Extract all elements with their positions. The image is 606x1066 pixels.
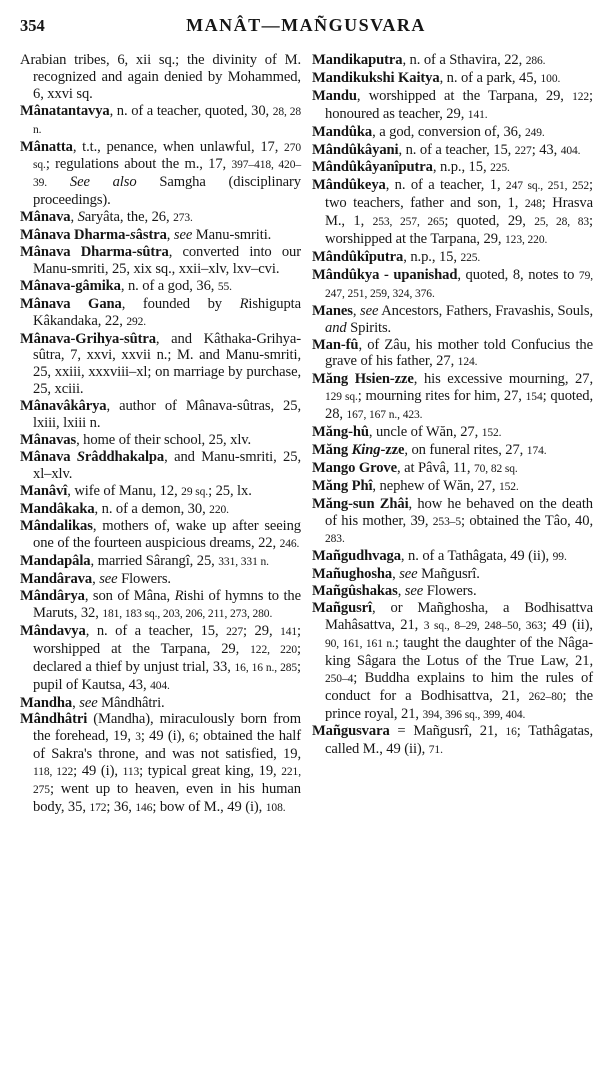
entry-headword: s	[130, 227, 136, 244]
entry-text: 292.	[126, 315, 147, 328]
entry-text: 225.	[490, 162, 510, 175]
index-entry	[312, 337, 593, 372]
entry-text: ; quoted, 28,	[325, 388, 594, 423]
entry-text: 99.	[552, 551, 567, 564]
index-entry	[312, 496, 593, 549]
index-entry	[312, 177, 593, 249]
entry-text: , founded by	[121, 295, 240, 312]
entry-text: Spirits.	[346, 319, 392, 336]
entry-text: S	[77, 209, 85, 226]
entry-headword: Man-fû	[312, 336, 359, 353]
entry-text: ; Buddha explains to him the rules of conduct for a Bodhisattva, 21,	[325, 669, 593, 704]
entry-text: and	[325, 319, 347, 336]
index-entry	[20, 278, 301, 296]
entry-text: 124.	[457, 356, 478, 369]
entry-text: see	[79, 694, 98, 711]
entry-text: Arabian tribes, 6, xii sq.; the divinity of M. recognized and again denied by Mohammed, 6, xxvi sq.	[20, 52, 301, 102]
entry-headword: Măng Phî	[312, 477, 373, 494]
entry-headword: Mânava Gana	[20, 295, 122, 312]
index-entry	[312, 142, 593, 160]
entry-text: ; worshipped at the Tarpana, 29,	[33, 622, 301, 657]
entry-text: , converted into our Manu-smriti, 25, xix sq., xxii–xlv, lxv–cvi.	[33, 243, 301, 277]
index-entry	[312, 159, 593, 177]
index-entry	[312, 70, 593, 88]
entry-text: ; taught the daughter of the Nâga-king Sâgara the Lotus of the True Law, 21,	[325, 634, 593, 669]
entry-headword: Mândalikas	[20, 518, 93, 535]
entry-text: 55.	[217, 280, 232, 293]
entry-text: 16, 16 n., 285	[234, 661, 298, 674]
index-entry	[20, 296, 301, 331]
entry-headword: Măng	[312, 441, 352, 458]
entry-text: 79, 247, 251, 259, 324, 376.	[325, 269, 593, 300]
index-entry	[20, 398, 301, 432]
entry-text: ,	[70, 209, 78, 226]
entry-text: See also	[69, 174, 137, 191]
entry-headword: Mandikaputra	[312, 52, 403, 68]
entry-text: ,	[352, 302, 361, 319]
entry-text: 253, 257, 265	[372, 216, 445, 229]
index-entry	[312, 249, 593, 267]
entry-text: ; obtained the half of Sakra's throne, and was not satisfied, 19,	[33, 728, 301, 763]
entry-text: 122	[572, 90, 590, 103]
entry-text	[47, 174, 70, 190]
entry-headword: King	[351, 441, 381, 458]
entry-text: 6	[189, 731, 195, 744]
entry-text: 253–5	[432, 515, 462, 528]
entry-text: , n. of a Sthavira, 22,	[402, 52, 526, 68]
index-entry	[20, 449, 301, 483]
index-entry	[20, 52, 301, 103]
entry-text: 118, 122	[33, 766, 74, 779]
index-entry	[312, 442, 593, 460]
index-entry	[20, 571, 301, 588]
entry-text: , n. of a Tathâgata, 49 (ii),	[400, 548, 553, 565]
entry-text: , on funeral rites, 27,	[404, 441, 527, 458]
entry-text: 122, 220	[250, 643, 298, 656]
index-entry	[20, 139, 301, 210]
entry-text: , mothers of, wake up after seeing one of the fourteen auspicious dreams, 22,	[33, 518, 301, 552]
index-entry	[312, 88, 593, 124]
index-entry	[312, 583, 593, 600]
entry-text: 123, 220.	[505, 234, 548, 247]
entry-text: 154	[525, 391, 543, 404]
entry-headword: Mandârava	[20, 571, 93, 588]
entry-headword: S	[76, 448, 85, 465]
index-entry	[312, 600, 593, 723]
entry-text: , n. of a teacher, 1,	[385, 177, 506, 194]
entry-headword: Mânava Dharma-sûtra	[20, 243, 169, 260]
entry-text: ; 36,	[106, 798, 136, 815]
entry-text: 286.	[525, 55, 546, 67]
entry-text: ; 25, lx.	[208, 482, 252, 499]
entry-text: (Mandha), miraculously born from the forehead, 19,	[33, 711, 301, 745]
entry-text: 246.	[279, 538, 300, 551]
entry-text: 225.	[460, 251, 481, 264]
index-entry	[312, 124, 593, 142]
index-entry	[312, 424, 593, 442]
entry-text: , worshipped at the Tarpana, 29,	[356, 87, 573, 104]
entry-text: ishigupta Kâkandaka, 22,	[33, 295, 301, 329]
entry-text: ,	[166, 227, 174, 244]
entry-text: , married Sârangî, 25,	[90, 553, 219, 570]
entry-headword: Măng Hsien-zze	[312, 371, 414, 388]
entry-text: 404.	[150, 679, 170, 692]
entry-text: ; declared a thief by unjust trial, 33,	[33, 640, 302, 675]
entry-headword: Mânavâkârya	[20, 398, 107, 415]
entry-text: , and Kâthaka-Grihya-sûtra, 7, xxvi, xxvii n.; M. and Manu-smriti, 25, xxiii, xxxviii–xl; on marriage by purchase, 25, xciii.	[33, 330, 301, 398]
entry-text: , a god, conversion of, 36,	[372, 123, 525, 140]
entry-headword: Mañgudhvaga	[312, 548, 401, 565]
entry-text: Flowers.	[117, 571, 171, 588]
entry-headword: Mango Grove	[312, 459, 397, 476]
entry-text: ; worshipped at the Tarpana, 29,	[325, 213, 593, 248]
entry-text: 249.	[524, 126, 545, 139]
entry-headword: Mânatantavya	[20, 102, 110, 119]
index-entry	[20, 483, 301, 501]
entry-text: 141.	[467, 108, 488, 121]
entry-text: 221, 275	[33, 766, 301, 797]
entry-text: 152.	[498, 480, 519, 493]
entry-text: 108.	[265, 801, 286, 814]
entry-text: ishi of hymns to the Maruts, 32,	[33, 588, 301, 621]
entry-headword: Măng-hû	[312, 424, 369, 441]
entry-text: Samgha (disciplinary proceedings).	[33, 174, 301, 209]
entry-headword: Mañughosha	[312, 566, 393, 583]
left-column	[20, 52, 301, 817]
entry-text: , and Manu-smriti, 25, xl–xlv.	[33, 448, 301, 482]
entry-headword: Mândûkya - upanishad	[312, 266, 458, 283]
entry-headword: Mândûkeya	[312, 177, 386, 194]
index-entry	[20, 227, 301, 244]
entry-text: ; quoted, 29,	[444, 213, 535, 230]
entry-text: Flowers.	[423, 583, 477, 600]
index-entry	[20, 209, 301, 227]
entry-text: 3	[135, 731, 141, 744]
entry-headword: Mânava-Grihya-sûtra	[20, 330, 156, 347]
entry-text: = Mañgusrî, 21,	[389, 723, 506, 740]
entry-text: ; Tathâgatas, called M., 49 (ii),	[325, 723, 593, 758]
entry-text: 248	[524, 198, 542, 211]
entry-text: 283.	[325, 533, 345, 546]
entry-text: 181, 183 sq., 203, 206, 211, 273, 280.	[102, 608, 273, 620]
entry-text: , quoted, 8, notes to	[457, 266, 579, 283]
entry-text: ; obtained the Tâo, 40,	[461, 512, 594, 529]
entry-headword: Mânava	[20, 209, 71, 226]
running-head: MANÂT—MAÑGUSVARA	[186, 15, 426, 35]
entry-text: , n. of a teacher, 15,	[398, 141, 515, 158]
entry-text: ; 43,	[531, 141, 561, 158]
entry-text: , n.p., 15,	[432, 159, 491, 176]
entry-text: ; regulations about the m., 17,	[45, 156, 232, 173]
entry-text: , nephew of Wăn, 27,	[372, 477, 499, 494]
index-entry	[312, 723, 593, 759]
entry-text: , his excessive mourning, 27,	[413, 371, 593, 388]
entry-text: , t.t., penance, when unlawful, 17,	[72, 138, 285, 155]
entry-text: ; the prince royal, 21,	[325, 687, 593, 722]
entry-headword: Mandapâla	[20, 553, 91, 570]
index-entry	[20, 623, 301, 695]
entry-headword: Mândûkâyanîputra	[312, 159, 433, 176]
entry-headword: -zze	[380, 441, 405, 458]
entry-text: 152.	[481, 427, 502, 440]
entry-text: ; Hrasva M., 1,	[325, 195, 594, 230]
index-entry	[20, 711, 301, 816]
entry-headword: Manâvî	[20, 482, 68, 499]
entry-text: 250–4	[325, 672, 354, 685]
entry-text: see	[99, 571, 118, 588]
entry-headword: Mândûkâyani	[312, 141, 399, 158]
entry-text: see	[360, 302, 379, 319]
entry-headword: Mânatta	[20, 138, 73, 155]
entry-text: Mândhâtri.	[97, 694, 165, 711]
entry-text: , author of Mânava-sûtras, 25, lxiii, lxiii n.	[33, 398, 301, 432]
entry-headword: Manes	[312, 302, 353, 319]
entry-text: , n. of a teacher, quoted, 30,	[109, 102, 273, 119]
entry-text: 331, 331 n.	[218, 556, 269, 569]
entry-text: 141	[280, 625, 298, 638]
index-entry	[20, 553, 301, 571]
entry-text: see	[404, 583, 424, 600]
entry-text: 273.	[173, 212, 193, 225]
entry-text: 71.	[428, 744, 443, 757]
entry-text: ; went up to heaven, even in his human body, 35,	[33, 781, 301, 815]
entry-headword: Mândûkîputra	[312, 248, 404, 265]
entry-text: , son of Mâna,	[84, 588, 175, 605]
entry-text: , home of their school, 25, xlv.	[76, 431, 252, 448]
entry-text: 220.	[209, 503, 229, 516]
entry-text: 129 sq.	[325, 391, 358, 404]
index-entry	[312, 371, 593, 424]
entry-headword: âstra	[135, 227, 167, 244]
index-entry	[312, 460, 593, 478]
entry-text: , n.p., 15,	[403, 248, 461, 265]
entry-headword: Mândavya	[20, 622, 86, 639]
index-entry	[20, 244, 301, 278]
index-entry	[20, 588, 301, 623]
entry-text: ; typical great king, 19,	[139, 763, 282, 780]
entry-text: R	[239, 295, 249, 312]
entry-text: ,	[392, 566, 400, 583]
entry-text: , n. of a demon, 30,	[94, 500, 210, 517]
entry-headword: Mandu	[312, 87, 357, 104]
entry-text: 247 sq., 251, 252	[505, 180, 590, 193]
index-entry	[20, 501, 301, 519]
entry-text: 25, 28, 83	[534, 216, 590, 229]
entry-headword: Mândârya	[20, 588, 85, 605]
entry-text: ; mourning rites for him, 27,	[357, 388, 526, 405]
index-entry	[312, 548, 593, 566]
entry-text: ; two teachers, father and son, 1,	[325, 177, 593, 212]
entry-headword: Mândhâtri	[20, 711, 88, 728]
entry-text: , of Zâu, his mother told Confucius the grave of his father, 27,	[325, 336, 593, 370]
entry-text: 28, 28 n.	[33, 105, 301, 136]
index-entry	[312, 267, 593, 303]
index-entry	[312, 303, 593, 337]
entry-text: 16	[505, 726, 517, 739]
entry-headword: Mânavas	[20, 431, 77, 448]
entry-text: Ancestors, Fathers, Fravashis, Souls,	[378, 302, 593, 319]
entry-text: ,	[397, 583, 405, 600]
entry-text: ,	[72, 694, 80, 711]
entry-text: ,	[92, 571, 100, 588]
index-entry	[20, 432, 301, 449]
entry-text: , how he behaved on the death of his mother, 39,	[325, 495, 593, 529]
entry-text: 3 sq., 8–29, 248–50, 363	[423, 620, 543, 632]
entry-text: 227	[514, 144, 532, 157]
page-number: 354	[20, 16, 45, 35]
entry-text: 90, 161, 161 n.	[325, 637, 395, 650]
entry-text: 29 sq.	[181, 485, 209, 498]
entry-headword: Mânava	[20, 448, 77, 465]
entry-text: ; 29,	[243, 622, 281, 639]
entry-text: see	[173, 227, 193, 244]
entry-text: 174.	[526, 444, 547, 457]
entry-text: , uncle of Wăn, 27,	[368, 424, 482, 441]
entry-text: , at Pâvâ, 11,	[396, 459, 474, 476]
entry-text: 404.	[560, 144, 581, 157]
entry-headword: Măng-sun Zhâi	[312, 495, 409, 512]
index-entry	[20, 518, 301, 553]
entry-text: , n. of a teacher, 15,	[85, 622, 227, 639]
entry-text: Manu-smriti.	[192, 227, 272, 244]
entry-text: , or Mañghosha, a Bodhisattva Mahâsattva, 21,	[325, 600, 593, 633]
entry-text: Mañgusrî.	[417, 566, 480, 583]
index-entry	[312, 478, 593, 496]
entry-headword: Mânava Dharma-	[20, 227, 131, 244]
entry-text: 394, 396 sq., 399, 404.	[422, 708, 526, 721]
entry-headword: Mandha	[20, 694, 73, 711]
entry-headword: Mandâkaka	[20, 500, 95, 517]
entry-text: 227	[226, 625, 244, 638]
index-entry	[20, 695, 301, 712]
entry-text: aryâta, the, 26,	[84, 209, 174, 226]
entry-text: ; 49 (i),	[140, 728, 190, 745]
entry-text: , wife of Manu, 12,	[67, 482, 182, 499]
entry-text: see	[399, 566, 418, 583]
entry-headword: râddhakalpa	[84, 448, 165, 465]
entry-text: ; honoured as teacher, 29,	[325, 87, 593, 122]
entry-text: 100.	[540, 72, 561, 85]
index-entry	[312, 566, 593, 583]
entry-text: 167, 167 n., 423.	[346, 409, 423, 422]
entry-text: 70, 82 sq.	[473, 462, 518, 475]
entry-text: ; 49 (i),	[73, 763, 123, 780]
entry-headword: Mañgûshakas	[312, 583, 398, 600]
page-header	[20, 14, 592, 40]
index-entry	[20, 103, 301, 139]
entry-text: , n. of a god, 36,	[120, 277, 218, 294]
right-column	[312, 52, 593, 759]
entry-text: 113	[122, 766, 140, 779]
entry-text: ; pupil of Kautsa, 43,	[33, 658, 301, 693]
index-entry	[312, 52, 593, 70]
entry-text: ; 49 (ii),	[542, 617, 593, 633]
entry-text: 146	[135, 801, 153, 814]
entry-text: 397–418, 420–39.	[33, 159, 302, 190]
entry-headword: Mandûka	[312, 123, 373, 140]
entry-headword: Mânava-gâmika	[20, 277, 121, 294]
entry-headword: Mañgusrî	[312, 600, 373, 617]
index-entry	[20, 331, 301, 399]
entry-text: , n. of a park, 45,	[439, 69, 541, 86]
entry-text: 262–80	[528, 690, 563, 703]
entry-headword: Mañgusvara	[312, 723, 390, 740]
entry-headword: Mandikukshi Kaitya	[312, 69, 440, 86]
entry-text: 172	[89, 801, 107, 814]
entry-text: R	[174, 588, 184, 605]
entry-text: 270 sq.	[33, 141, 301, 172]
entry-text: ; bow of M., 49 (i),	[152, 798, 266, 815]
